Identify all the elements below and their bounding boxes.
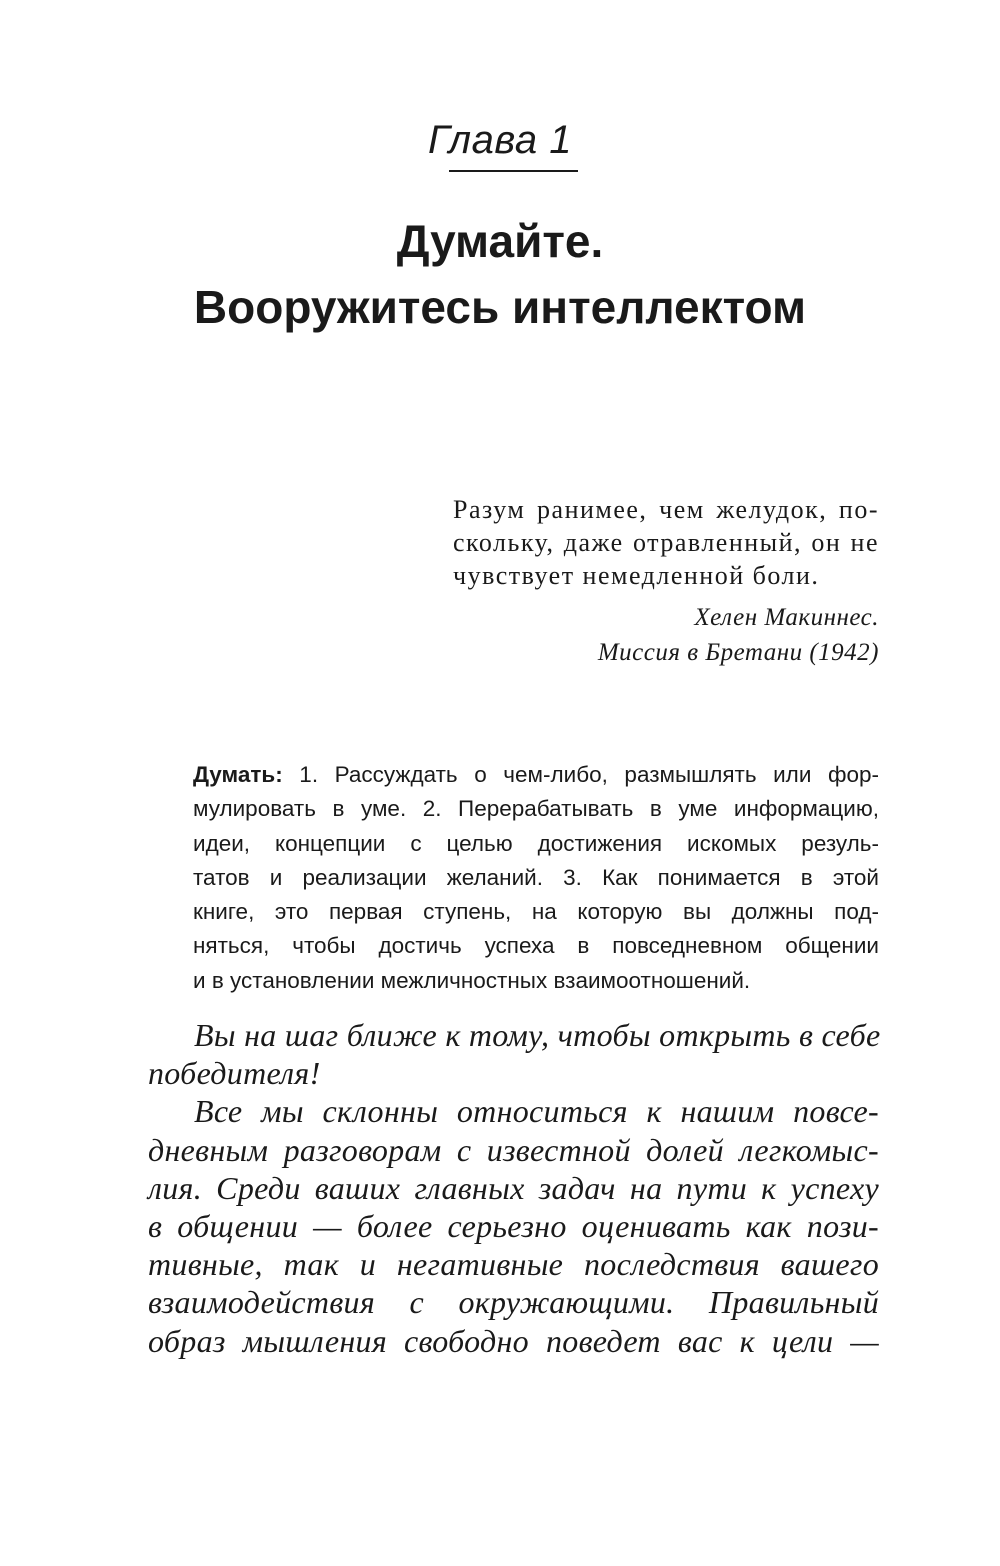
definition-line: книге, это первая ступень, на которую вы должны под- bbox=[193, 899, 879, 925]
definition-line: татов и реализации желаний. 3. Как понимается в этой bbox=[193, 864, 879, 890]
epigraph-quote bbox=[453, 493, 879, 592]
definition-line: идеи, концепции с целью достижения искомых резуль- bbox=[193, 830, 879, 856]
chapter-label: Глава 1 bbox=[428, 118, 572, 162]
epigraph-source: Миссия в Бретани (1942) bbox=[597, 639, 879, 666]
chapter-title-line: Думайте. bbox=[396, 215, 604, 267]
body-line: дневным разговорам с известной долей легкомыс- bbox=[148, 1131, 879, 1168]
definition-term: Думать: bbox=[193, 762, 283, 787]
body-line: взаимодействия с окружающими. Правильный bbox=[148, 1284, 879, 1321]
body-line: тивные, так и негативные последствия вашего bbox=[148, 1246, 879, 1283]
body-text bbox=[148, 1016, 879, 1360]
body-line: образ мышления свободно поведет вас к цели — bbox=[148, 1322, 879, 1359]
definition-line: няться, чтобы достичь успеха в повседневном общении bbox=[193, 933, 879, 959]
chapter-title-line: Вооружитесь интеллектом bbox=[193, 281, 807, 333]
body-line: лия. Среди ваших главных задач на пути к успеху bbox=[148, 1169, 879, 1206]
body-line: победителя! bbox=[148, 1055, 321, 1092]
body-line: Вы на шаг ближе к тому, чтобы открыть в себе bbox=[194, 1017, 881, 1053]
epigraph-line: чувствует немедленной боли. bbox=[453, 561, 820, 590]
body-line: в общении — более серьезно оценивать как пози- bbox=[148, 1208, 879, 1245]
body-line: Все мы склонны относиться к нашим повсе- bbox=[194, 1093, 879, 1130]
definition-text: 1. Рассуждать о чем-либо, размышлять или фор- bbox=[282, 762, 879, 787]
definition-line: и в установлении межличностных взаимоотношений. bbox=[193, 967, 751, 993]
definition-line: мулировать в уме. 2. Перерабатывать в уме информацию, bbox=[193, 796, 879, 822]
epigraph-author: Хелен Макиннес. bbox=[694, 604, 879, 631]
chapter-title bbox=[0, 208, 1000, 340]
definition-block bbox=[193, 758, 879, 998]
definition-line bbox=[193, 758, 879, 792]
epigraph-attribution bbox=[598, 600, 879, 670]
chapter-underline bbox=[449, 170, 578, 172]
epigraph-line: Разум ранимее, чем желудок, по- bbox=[453, 495, 879, 524]
epigraph-line: скольку, даже отравленный, он не bbox=[453, 528, 879, 557]
